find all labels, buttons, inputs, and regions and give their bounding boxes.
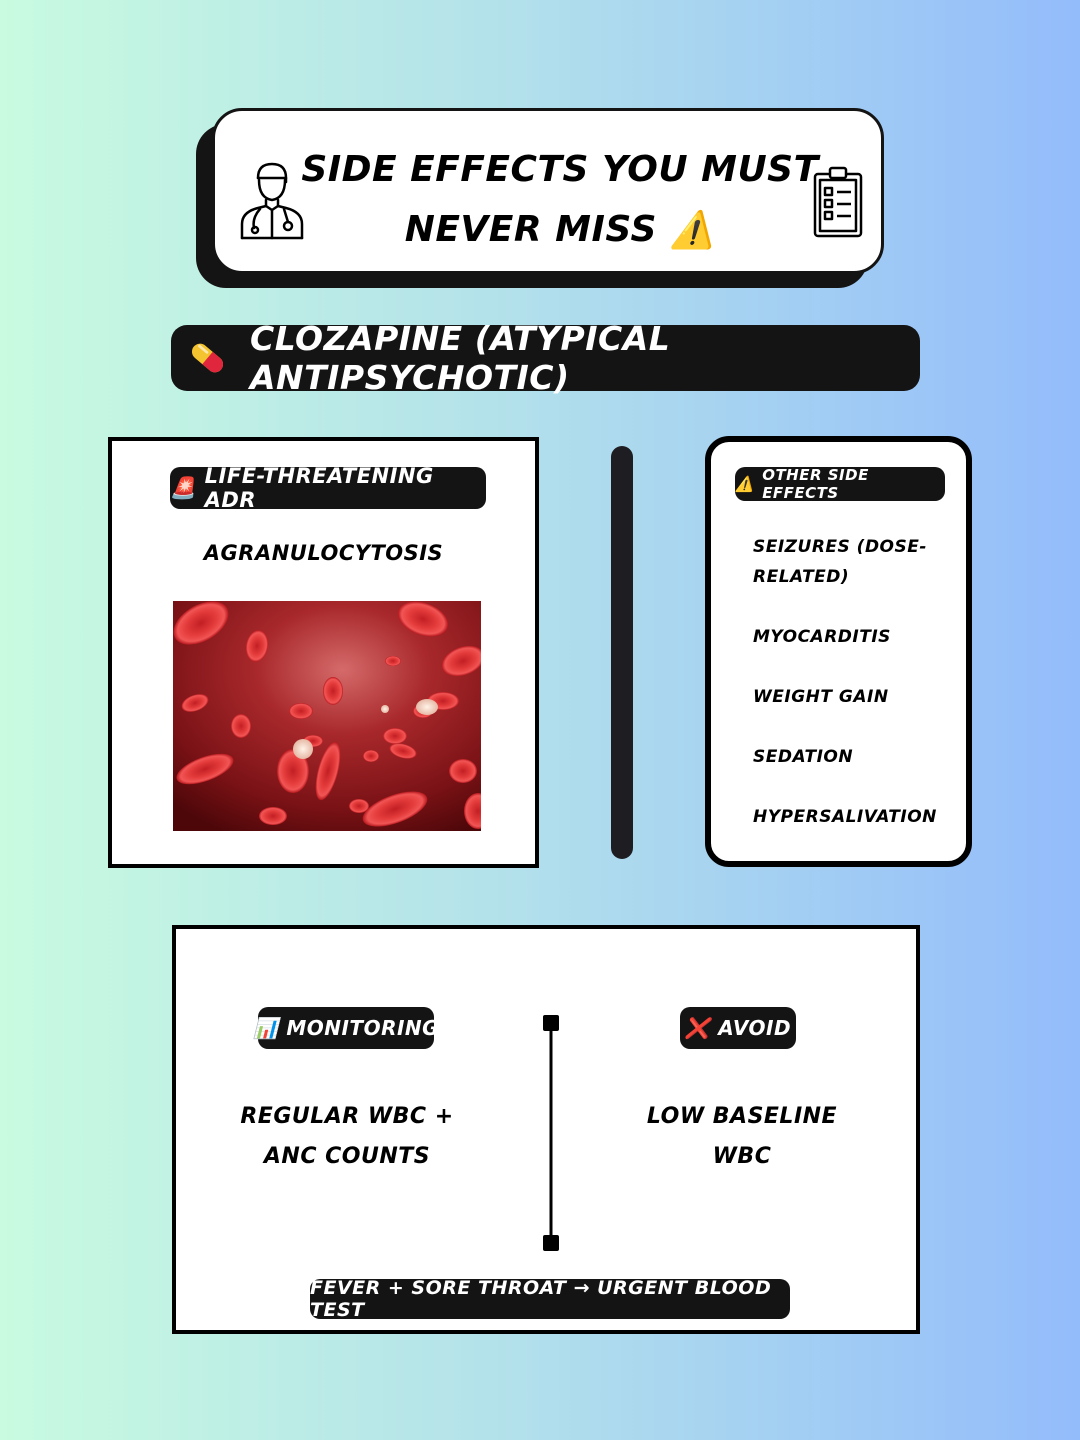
title-line-2-text: NEVER MISS bbox=[404, 209, 657, 250]
monitoring-text: REGULAR WBC + ANC COUNTS bbox=[240, 1104, 454, 1169]
list-item: WEIGHT GAIN bbox=[753, 687, 889, 707]
avoid-badge bbox=[680, 1007, 796, 1049]
side-effects-list bbox=[753, 532, 953, 862]
list-item: MYOCARDITIS bbox=[753, 627, 891, 647]
other-side-effects-badge bbox=[735, 467, 945, 501]
other-side-effects-label: OTHER SIDE EFFECTS bbox=[762, 466, 869, 502]
agranulocytosis-heading: AGRANULOCYTOSIS bbox=[203, 541, 444, 565]
monitoring-label: MONITORING bbox=[286, 1016, 440, 1040]
siren-icon: 🚨 bbox=[170, 475, 197, 500]
life-threatening-card bbox=[108, 437, 539, 868]
vertical-divider bbox=[611, 446, 633, 859]
doctor-icon bbox=[238, 158, 306, 240]
footer-text: FEVER + SORE THROAT → URGENT BLOOD TEST bbox=[310, 1277, 772, 1321]
page-title bbox=[300, 140, 820, 261]
clipboard-icon bbox=[812, 166, 864, 240]
footer-badge bbox=[310, 1279, 790, 1319]
list-item: SEDATION bbox=[753, 747, 854, 767]
other-side-effects-card bbox=[705, 436, 972, 867]
capsule-icon bbox=[187, 335, 228, 381]
title-line-2 bbox=[300, 200, 820, 261]
warning-icon: ⚠️ bbox=[735, 475, 755, 493]
bar-chart-icon: 📊 bbox=[252, 1016, 279, 1040]
monitoring-badge bbox=[252, 1007, 440, 1049]
list-item: SEIZURES (DOSE-RELATED) bbox=[753, 537, 927, 587]
connector-line bbox=[540, 1015, 562, 1251]
title-line-1: SIDE EFFECTS YOU MUST bbox=[301, 149, 819, 190]
drug-banner bbox=[171, 319, 920, 397]
warning-icon: ⚠️ bbox=[669, 210, 716, 251]
life-threatening-label: LIFE-THREATENING ADR bbox=[204, 464, 434, 512]
blood-cells-image bbox=[173, 601, 481, 831]
life-threatening-badge bbox=[170, 464, 486, 512]
avoid-label: AVOID bbox=[718, 1016, 792, 1040]
avoid-text: LOW BASELINE WBC bbox=[646, 1104, 838, 1169]
monitoring-card bbox=[172, 925, 920, 1334]
cross-icon: ❌ bbox=[684, 1016, 711, 1040]
list-item: HYPERSALIVATION bbox=[753, 807, 937, 827]
drug-name: CLOZAPINE (ATYPICAL ANTIPSYCHOTIC) bbox=[249, 319, 671, 397]
